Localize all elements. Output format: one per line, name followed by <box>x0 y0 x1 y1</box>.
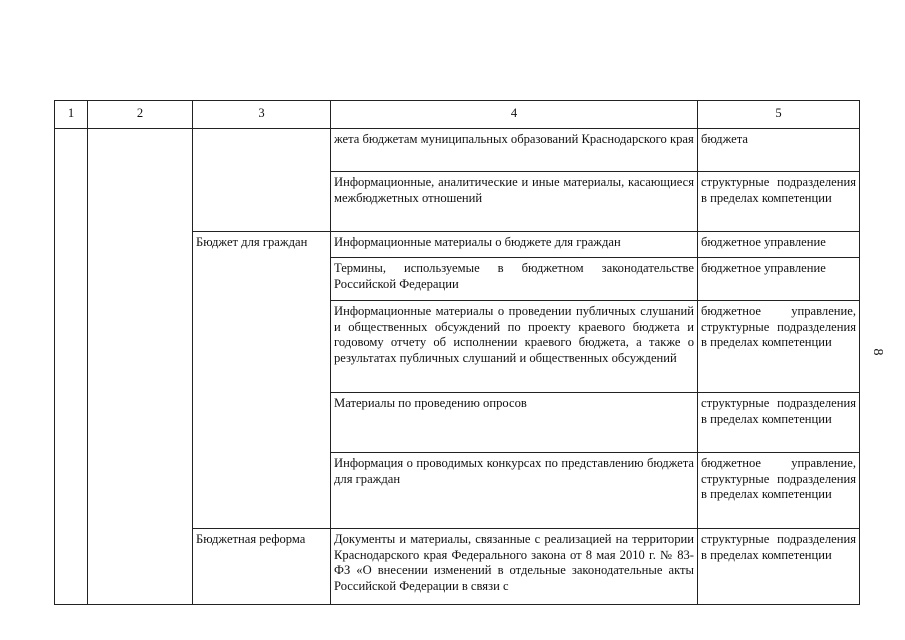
col1-cell <box>55 129 88 605</box>
table-row <box>55 129 860 172</box>
responsible-cell: бюджетное управление, структурные подразделения в пределах компетенции <box>698 301 860 393</box>
header-col-2: 2 <box>88 101 193 129</box>
header-col-3: 3 <box>193 101 331 129</box>
material-cell: Документы и материалы, связанные с реализацией на территории Краснодарского края Федерального закона от 8 мая 2010 г. № 83-ФЗ «О внесении изменений в отдельные законодательные акты Российской Федерации в связи с <box>331 529 698 605</box>
header-col-4: 4 <box>331 101 698 129</box>
section-budget-for-citizens: Бюджет для граждан <box>193 232 331 529</box>
header-col-1: 1 <box>55 101 88 129</box>
material-cell: Материалы по проведению опросов <box>331 393 698 453</box>
material-cell: Термины, используемые в бюджетном законодательстве Российской Федерации <box>331 258 698 301</box>
responsible-cell: бюджета <box>698 129 860 172</box>
responsible-cell: структурные подразделения в пределах компетенции <box>698 529 860 605</box>
header-col-5: 5 <box>698 101 860 129</box>
responsible-cell: структурные подразделения в пределах компетенции <box>698 172 860 232</box>
header-row <box>55 101 860 129</box>
responsible-cell: структурные подразделения в пределах компетенции <box>698 393 860 453</box>
material-cell: жета бюджетам муниципальных образований Краснодарского края <box>331 129 698 172</box>
document-table <box>54 100 860 605</box>
col2-cell <box>88 129 193 605</box>
material-cell: Информационные материалы о бюджете для граждан <box>331 232 698 258</box>
section-cell-empty <box>193 129 331 232</box>
responsible-cell: бюджетное управление, структурные подразделения в пределах компетенции <box>698 453 860 529</box>
responsible-cell: бюджетное управление <box>698 232 860 258</box>
page-number: 8 <box>870 348 885 356</box>
material-cell: Информационные материалы о проведении публичных слушаний и общественных обсуждений по проекту краевого бюджета и годовому отчету об исполнении краевого бюджета, а также о результатах публичных слушаний и общественных обсуждений <box>331 301 698 393</box>
section-budget-reform: Бюджетная реформа <box>193 529 331 605</box>
material-cell: Информация о проводимых конкурсах по представлению бюджета для граждан <box>331 453 698 529</box>
responsible-cell: бюджетное управление <box>698 258 860 301</box>
material-cell: Информационные, аналитические и иные материалы, касающиеся межбюджетных отношений <box>331 172 698 232</box>
